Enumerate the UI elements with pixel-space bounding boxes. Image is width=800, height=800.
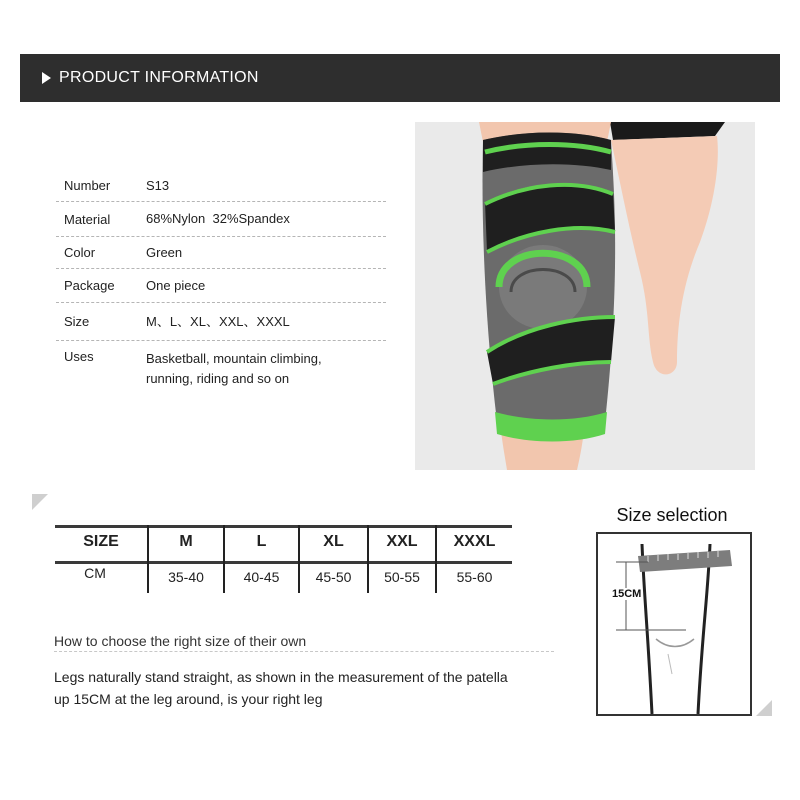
table-header-cell: XL <box>323 533 344 550</box>
spec-row-uses <box>56 341 386 401</box>
spec-row-color <box>56 237 386 269</box>
knee-brace-illustration <box>415 122 755 470</box>
table-header-cell: XXXL <box>453 533 496 550</box>
spec-label: Package <box>64 278 115 293</box>
table-header-cell: SIZE <box>83 533 119 550</box>
table-cell: 45-50 <box>315 569 352 585</box>
spec-list <box>56 170 386 401</box>
spec-row-package <box>56 269 386 303</box>
leg-measure-illustration <box>598 534 750 714</box>
table-cell: CM <box>84 565 106 581</box>
corner-decoration <box>32 494 48 510</box>
section-header <box>20 54 780 102</box>
table-top-rule <box>55 525 512 528</box>
divider <box>54 651 554 652</box>
section-title: PRODUCT INFORMATION <box>59 69 259 86</box>
table-header-cell: L <box>256 533 267 550</box>
product-photo <box>415 122 755 470</box>
spec-value: One piece <box>146 277 206 293</box>
table-header-cell: XXL <box>386 533 418 550</box>
table-cell: 50-55 <box>384 569 420 585</box>
howto-text: Legs naturally stand straight, as shown in the measurement of the patella up 15CM at the leg around, is your right leg <box>54 669 508 707</box>
spec-value: M、L、XL、XXL、XXXL <box>146 313 290 329</box>
spec-value: Green <box>146 244 183 260</box>
table-header-cell: M <box>179 533 193 550</box>
corner-decoration <box>756 700 772 716</box>
spec-row-number <box>56 170 386 202</box>
table-mid-rule <box>55 561 512 564</box>
size-selection-title: Size selection <box>616 505 728 525</box>
table-cell: 35-40 <box>168 569 204 585</box>
spec-row-size <box>56 303 386 341</box>
size-selection-diagram <box>596 532 752 716</box>
table-cell: 55-60 <box>456 569 493 585</box>
table-cell: 40-45 <box>243 569 280 585</box>
spec-label: Color <box>64 245 96 260</box>
spec-value: 68%Nylon 32%Spandex <box>146 211 290 226</box>
spec-label: Uses <box>64 349 94 364</box>
howto-title: How to choose the right size of their own <box>54 633 307 649</box>
spec-value: S13 <box>146 177 170 193</box>
play-arrow-icon <box>42 72 51 84</box>
spec-label: Material <box>64 211 111 227</box>
spec-label: Number <box>64 178 111 193</box>
spec-value: Basketball, mountain climbing, running, riding and so on <box>146 351 322 386</box>
spec-row-material <box>56 202 386 237</box>
measurement-label: 15CM <box>612 588 642 600</box>
spec-label: Size <box>64 314 90 329</box>
